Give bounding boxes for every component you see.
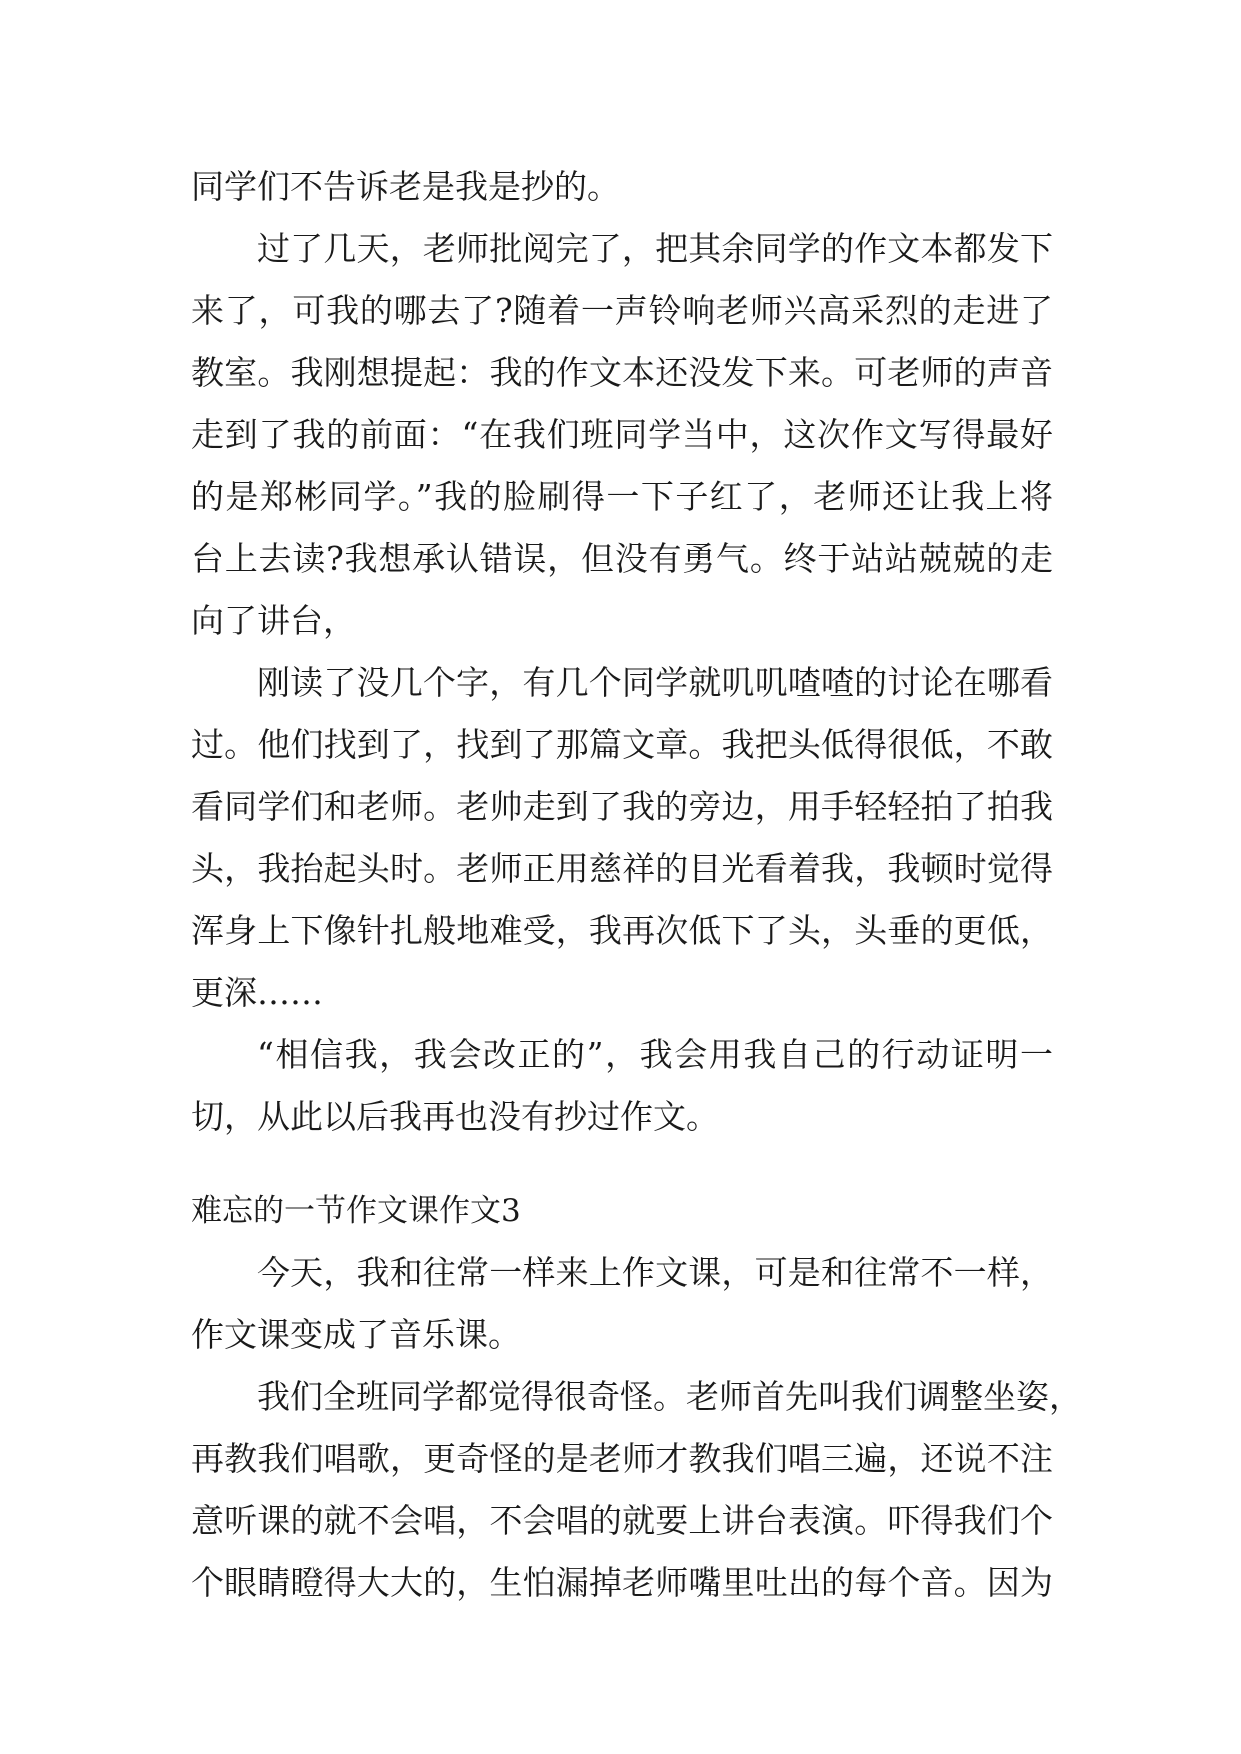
text-line: 来了，可我的哪去了?随着一声铃响老师兴高采烈的走进了	[191, 291, 1053, 330]
text-line: 刚读了没几个字，有几个同学就叽叽喳喳的讨论在哪看	[257, 663, 1053, 702]
text-line: 同学们不告诉老是我是抄的。	[191, 167, 620, 206]
text-line: “相信我，我会改正的”，我会用我自己的行动证明一	[257, 1035, 1053, 1074]
text-line: 切，从此以后我再也没有抄过作文。	[191, 1097, 719, 1136]
text-line: 过。他们找到了，找到了那篇文章。我把头低得很低，不敢	[191, 725, 1053, 764]
text-line: 走到了我的前面：“在我们班同学当中，这次作文写得最好	[191, 415, 1053, 454]
text-line: 作文课变成了音乐课。	[191, 1315, 521, 1354]
text-line: 今天，我和往常一样来上作文课，可是和往常不一样，	[257, 1253, 1053, 1292]
text-line: 过了几天，老师批阅完了，把其余同学的作文本都发下	[257, 229, 1053, 268]
text-line: 教室。我刚想提起：我的作文本还没发下来。可老师的声音	[191, 353, 1053, 392]
section-heading: 难忘的一节作文课作文3	[191, 1193, 521, 1229]
text-line: 台上去读?我想承认错误，但没有勇气。终于站站兢兢的走	[191, 539, 1053, 578]
text-line: 我们全班同学都觉得很奇怪。老师首先叫我们调整坐姿，	[257, 1377, 1082, 1416]
text-line: 个眼睛瞪得大大的，生怕漏掉老师嘴里吐出的每个音。因为	[191, 1563, 1053, 1602]
text-line: 向了讲台，	[191, 601, 356, 640]
text-line: 更深……	[191, 973, 323, 1012]
text-line: 意听课的就不会唱，不会唱的就要上讲台表演。吓得我们个	[191, 1501, 1053, 1540]
text-line: 的是郑彬同学。”我的脸刷得一下子红了，老师还让我上将	[191, 477, 1053, 516]
text-line: 看同学们和老师。老帅走到了我的旁边，用手轻轻拍了拍我	[191, 787, 1053, 826]
text-line: 浑身上下像针扎般地难受，我再次低下了头，头垂的更低，	[191, 911, 1053, 950]
text-line: 再教我们唱歌，更奇怪的是老师才教我们唱三遍，还说不注	[191, 1439, 1053, 1478]
text-line: 头，我抬起头时。老师正用慈祥的目光看着我，我顿时觉得	[191, 849, 1053, 888]
